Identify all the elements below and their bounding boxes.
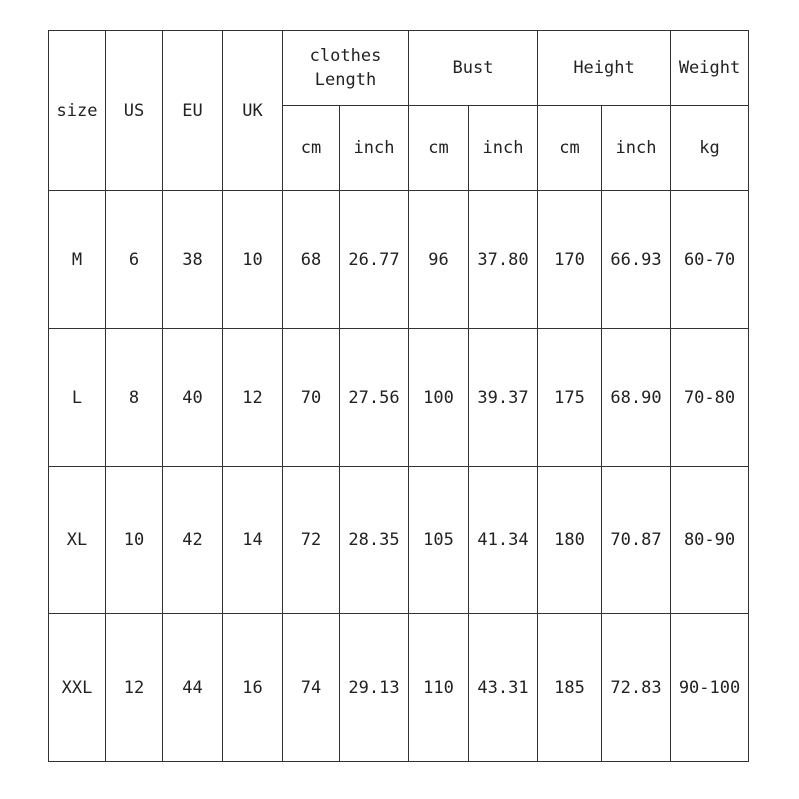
header-height: Height <box>538 31 671 106</box>
table-row <box>49 614 749 762</box>
cell-length-inch: 27.56 <box>340 329 409 467</box>
cell-uk: 12 <box>223 329 283 467</box>
cell-weight-kg: 60-70 <box>671 191 749 329</box>
header-clothes-length <box>283 31 409 106</box>
cell-height-cm: 180 <box>538 467 602 614</box>
header-row-top <box>49 31 749 106</box>
unit-length-inch: inch <box>340 106 409 191</box>
cell-height-cm: 175 <box>538 329 602 467</box>
cell-height-cm: 170 <box>538 191 602 329</box>
header-clothes-length-line2: Length <box>314 70 377 90</box>
cell-us: 6 <box>106 191 163 329</box>
cell-eu: 44 <box>163 614 223 762</box>
cell-weight-kg: 70-80 <box>671 329 749 467</box>
cell-bust-cm: 96 <box>409 191 469 329</box>
cell-bust-inch: 37.80 <box>469 191 538 329</box>
cell-height-inch: 68.90 <box>602 329 671 467</box>
unit-bust-cm: cm <box>409 106 469 191</box>
cell-height-inch: 70.87 <box>602 467 671 614</box>
unit-weight-kg: kg <box>671 106 749 191</box>
cell-uk: 14 <box>223 467 283 614</box>
cell-eu: 38 <box>163 191 223 329</box>
header-bust: Bust <box>409 31 538 106</box>
cell-bust-inch: 41.34 <box>469 467 538 614</box>
cell-bust-cm: 110 <box>409 614 469 762</box>
header-eu: EU <box>163 31 223 191</box>
header-weight: Weight <box>671 31 749 106</box>
header-us: US <box>106 31 163 191</box>
cell-length-inch: 28.35 <box>340 467 409 614</box>
header-size: size <box>49 31 106 191</box>
cell-us: 8 <box>106 329 163 467</box>
cell-uk: 10 <box>223 191 283 329</box>
cell-length-cm: 70 <box>283 329 340 467</box>
unit-bust-inch: inch <box>469 106 538 191</box>
cell-bust-inch: 43.31 <box>469 614 538 762</box>
unit-height-cm: cm <box>538 106 602 191</box>
cell-length-cm: 72 <box>283 467 340 614</box>
cell-length-inch: 29.13 <box>340 614 409 762</box>
cell-height-inch: 72.83 <box>602 614 671 762</box>
cell-bust-inch: 39.37 <box>469 329 538 467</box>
table-row <box>49 329 749 467</box>
cell-height-inch: 66.93 <box>602 191 671 329</box>
unit-height-inch: inch <box>602 106 671 191</box>
header-uk: UK <box>223 31 283 191</box>
cell-size: L <box>49 329 106 467</box>
cell-size: XXL <box>49 614 106 762</box>
cell-weight-kg: 90-100 <box>671 614 749 762</box>
cell-size: XL <box>49 467 106 614</box>
cell-bust-cm: 100 <box>409 329 469 467</box>
cell-length-cm: 68 <box>283 191 340 329</box>
unit-length-cm: cm <box>283 106 340 191</box>
cell-length-cm: 74 <box>283 614 340 762</box>
cell-uk: 16 <box>223 614 283 762</box>
cell-eu: 40 <box>163 329 223 467</box>
cell-size: M <box>49 191 106 329</box>
size-chart-table <box>48 30 749 762</box>
table-row <box>49 467 749 614</box>
cell-eu: 42 <box>163 467 223 614</box>
cell-length-inch: 26.77 <box>340 191 409 329</box>
cell-us: 12 <box>106 614 163 762</box>
cell-us: 10 <box>106 467 163 614</box>
cell-bust-cm: 105 <box>409 467 469 614</box>
cell-weight-kg: 80-90 <box>671 467 749 614</box>
cell-height-cm: 185 <box>538 614 602 762</box>
table-row <box>49 191 749 329</box>
header-clothes-length-line1: clothes <box>309 46 382 66</box>
